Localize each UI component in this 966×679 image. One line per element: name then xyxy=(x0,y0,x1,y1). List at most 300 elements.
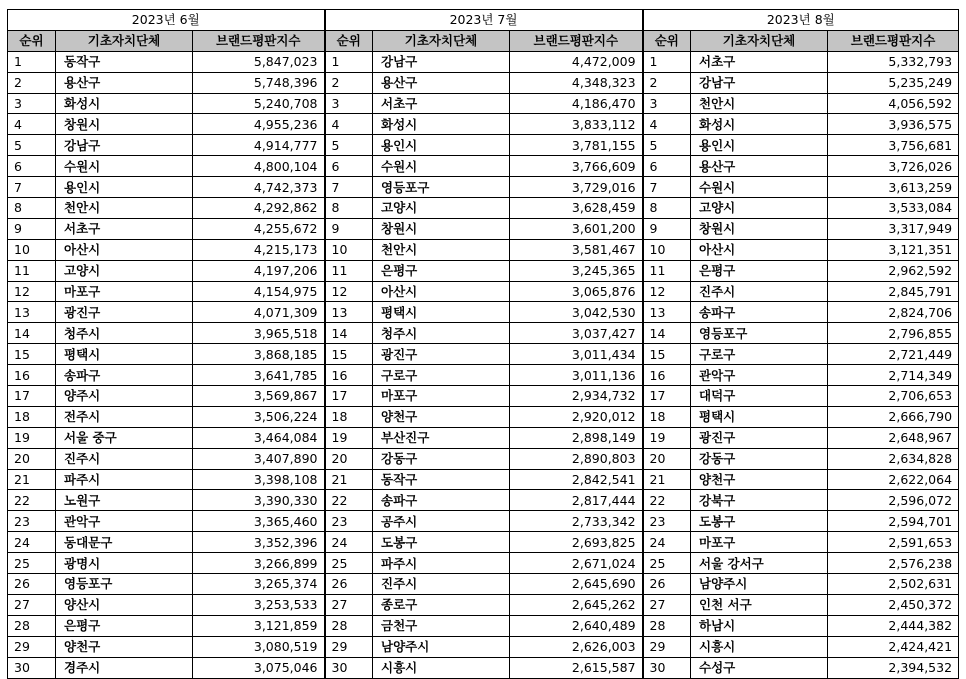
index-value-cell: 2,645,690 xyxy=(510,574,643,595)
rank-cell: 3 xyxy=(8,93,56,114)
table-row xyxy=(8,386,959,407)
municipality-cell: 도봉구 xyxy=(691,511,828,532)
rank-cell: 18 xyxy=(325,406,373,427)
municipality-cell: 마포구 xyxy=(373,386,510,407)
index-value-cell: 3,011,136 xyxy=(510,365,643,386)
rank-cell: 23 xyxy=(325,511,373,532)
index-value-cell: 2,640,489 xyxy=(510,615,643,636)
rank-cell: 22 xyxy=(8,490,56,511)
index-value-cell: 2,634,828 xyxy=(828,448,959,469)
index-value-cell: 5,240,708 xyxy=(193,93,325,114)
rank-cell: 17 xyxy=(643,386,691,407)
rank-cell: 22 xyxy=(325,490,373,511)
municipality-cell: 서초구 xyxy=(56,218,193,239)
rank-cell: 6 xyxy=(8,156,56,177)
index-value-cell: 2,424,421 xyxy=(828,636,959,657)
municipality-cell: 아산시 xyxy=(56,239,193,260)
municipality-cell: 수원시 xyxy=(373,156,510,177)
municipality-cell: 천안시 xyxy=(691,93,828,114)
index-value-cell: 2,817,444 xyxy=(510,490,643,511)
index-value-cell: 3,729,016 xyxy=(510,177,643,198)
municipality-cell: 강북구 xyxy=(691,490,828,511)
municipality-cell: 화성시 xyxy=(56,93,193,114)
rank-cell: 18 xyxy=(8,406,56,427)
rank-cell: 20 xyxy=(643,448,691,469)
rank-cell: 25 xyxy=(325,553,373,574)
index-value-cell: 2,444,382 xyxy=(828,615,959,636)
municipality-cell: 동작구 xyxy=(56,51,193,72)
index-value-cell: 3,398,108 xyxy=(193,469,325,490)
municipality-cell: 천안시 xyxy=(373,239,510,260)
municipality-cell: 용산구 xyxy=(56,72,193,93)
rank-cell: 25 xyxy=(643,553,691,574)
municipality-cell: 파주시 xyxy=(373,553,510,574)
municipality-cell: 평택시 xyxy=(691,406,828,427)
municipality-cell: 남양주시 xyxy=(373,636,510,657)
municipality-cell: 수원시 xyxy=(56,156,193,177)
table-row xyxy=(8,490,959,511)
index-value-cell: 4,154,975 xyxy=(193,281,325,302)
index-value-cell: 2,502,631 xyxy=(828,574,959,595)
rank-cell: 16 xyxy=(643,365,691,386)
rank-cell: 15 xyxy=(325,344,373,365)
rank-cell: 26 xyxy=(325,574,373,595)
municipality-cell: 노원구 xyxy=(56,490,193,511)
municipality-cell: 은평구 xyxy=(56,615,193,636)
index-value-cell: 2,666,790 xyxy=(828,406,959,427)
index-value-cell: 2,796,855 xyxy=(828,323,959,344)
rank-cell: 2 xyxy=(8,72,56,93)
rank-cell: 10 xyxy=(325,239,373,260)
rank-cell: 2 xyxy=(325,72,373,93)
municipality-cell: 용인시 xyxy=(691,135,828,156)
col-name: 기초자치단체 xyxy=(691,30,828,51)
col-index: 브랜드평판지수 xyxy=(193,30,325,51)
municipality-cell: 송파구 xyxy=(373,490,510,511)
municipality-cell: 광명시 xyxy=(56,553,193,574)
municipality-cell: 송파구 xyxy=(56,365,193,386)
index-value-cell: 2,706,653 xyxy=(828,386,959,407)
rank-cell: 23 xyxy=(8,511,56,532)
rank-cell: 9 xyxy=(325,218,373,239)
col-rank: 순위 xyxy=(643,30,691,51)
rank-cell: 24 xyxy=(643,532,691,553)
municipality-cell: 송파구 xyxy=(691,302,828,323)
rank-cell: 28 xyxy=(325,615,373,636)
municipality-cell: 화성시 xyxy=(373,114,510,135)
col-name: 기초자치단체 xyxy=(56,30,193,51)
municipality-cell: 서초구 xyxy=(373,93,510,114)
index-value-cell: 3,936,575 xyxy=(828,114,959,135)
rank-cell: 1 xyxy=(643,51,691,72)
index-value-cell: 3,352,396 xyxy=(193,532,325,553)
index-value-cell: 4,955,236 xyxy=(193,114,325,135)
municipality-cell: 파주시 xyxy=(56,469,193,490)
rank-cell: 12 xyxy=(325,281,373,302)
table-row xyxy=(8,511,959,532)
rank-cell: 11 xyxy=(8,260,56,281)
rank-cell: 4 xyxy=(8,114,56,135)
rank-cell: 30 xyxy=(325,657,373,678)
index-value-cell: 4,292,862 xyxy=(193,198,325,219)
index-value-cell: 2,394,532 xyxy=(828,657,959,678)
index-value-cell: 3,868,185 xyxy=(193,344,325,365)
table-row xyxy=(8,218,959,239)
municipality-cell: 은평구 xyxy=(373,260,510,281)
rank-cell: 20 xyxy=(8,448,56,469)
index-value-cell: 3,253,533 xyxy=(193,594,325,615)
index-value-cell: 3,042,530 xyxy=(510,302,643,323)
column-header-row xyxy=(8,30,959,51)
rank-cell: 5 xyxy=(325,135,373,156)
rank-cell: 1 xyxy=(325,51,373,72)
rank-cell: 9 xyxy=(643,218,691,239)
municipality-cell: 영등포구 xyxy=(691,323,828,344)
table-row xyxy=(8,72,959,93)
index-value-cell: 3,533,084 xyxy=(828,198,959,219)
index-value-cell: 4,056,592 xyxy=(828,93,959,114)
index-value-cell: 4,186,470 xyxy=(510,93,643,114)
municipality-cell: 용산구 xyxy=(691,156,828,177)
rank-cell: 17 xyxy=(8,386,56,407)
rank-cell: 16 xyxy=(325,365,373,386)
rank-cell: 14 xyxy=(643,323,691,344)
index-value-cell: 4,742,373 xyxy=(193,177,325,198)
municipality-cell: 시흥시 xyxy=(373,657,510,678)
table-row xyxy=(8,114,959,135)
rank-cell: 29 xyxy=(8,636,56,657)
rank-cell: 5 xyxy=(643,135,691,156)
table-row xyxy=(8,574,959,595)
rank-cell: 8 xyxy=(325,198,373,219)
rank-cell: 28 xyxy=(8,615,56,636)
index-value-cell: 3,965,518 xyxy=(193,323,325,344)
municipality-cell: 양천구 xyxy=(373,406,510,427)
rank-cell: 3 xyxy=(643,93,691,114)
municipality-cell: 인천 서구 xyxy=(691,594,828,615)
rank-cell: 5 xyxy=(8,135,56,156)
table-row xyxy=(8,323,959,344)
index-value-cell: 2,615,587 xyxy=(510,657,643,678)
ranking-table xyxy=(7,9,959,679)
municipality-cell: 양천구 xyxy=(691,469,828,490)
municipality-cell: 진주시 xyxy=(691,281,828,302)
rank-cell: 3 xyxy=(325,93,373,114)
table-row xyxy=(8,302,959,323)
municipality-cell: 구로구 xyxy=(691,344,828,365)
rank-cell: 10 xyxy=(643,239,691,260)
index-value-cell: 2,622,064 xyxy=(828,469,959,490)
rank-cell: 21 xyxy=(8,469,56,490)
rank-cell: 8 xyxy=(643,198,691,219)
table-row xyxy=(8,636,959,657)
col-name: 기초자치단체 xyxy=(373,30,510,51)
municipality-cell: 평택시 xyxy=(373,302,510,323)
index-value-cell: 3,080,519 xyxy=(193,636,325,657)
rank-cell: 19 xyxy=(643,427,691,448)
col-index: 브랜드평판지수 xyxy=(828,30,959,51)
table-row xyxy=(8,427,959,448)
index-value-cell: 4,197,206 xyxy=(193,260,325,281)
municipality-cell: 수원시 xyxy=(691,177,828,198)
index-value-cell: 3,065,876 xyxy=(510,281,643,302)
rank-cell: 14 xyxy=(8,323,56,344)
municipality-cell: 진주시 xyxy=(56,448,193,469)
rank-cell: 10 xyxy=(8,239,56,260)
index-value-cell: 3,011,434 xyxy=(510,344,643,365)
index-value-cell: 4,255,672 xyxy=(193,218,325,239)
table-row xyxy=(8,239,959,260)
rank-cell: 19 xyxy=(8,427,56,448)
index-value-cell: 5,235,249 xyxy=(828,72,959,93)
municipality-cell: 창원시 xyxy=(373,218,510,239)
index-value-cell: 3,266,899 xyxy=(193,553,325,574)
rank-cell: 15 xyxy=(8,344,56,365)
municipality-cell: 종로구 xyxy=(373,594,510,615)
rank-cell: 24 xyxy=(8,532,56,553)
index-value-cell: 4,215,173 xyxy=(193,239,325,260)
table-row xyxy=(8,469,959,490)
index-value-cell: 3,833,112 xyxy=(510,114,643,135)
municipality-cell: 광진구 xyxy=(56,302,193,323)
municipality-cell: 하남시 xyxy=(691,615,828,636)
municipality-cell: 고양시 xyxy=(691,198,828,219)
rank-cell: 21 xyxy=(325,469,373,490)
municipality-cell: 아산시 xyxy=(691,239,828,260)
municipality-cell: 관악구 xyxy=(691,365,828,386)
municipality-cell: 동대문구 xyxy=(56,532,193,553)
municipality-cell: 강동구 xyxy=(373,448,510,469)
index-value-cell: 3,569,867 xyxy=(193,386,325,407)
table-row xyxy=(8,260,959,281)
rank-cell: 27 xyxy=(8,594,56,615)
index-value-cell: 3,121,859 xyxy=(193,615,325,636)
index-value-cell: 2,648,967 xyxy=(828,427,959,448)
rank-cell: 24 xyxy=(325,532,373,553)
rank-cell: 4 xyxy=(643,114,691,135)
index-value-cell: 2,962,592 xyxy=(828,260,959,281)
municipality-cell: 청주시 xyxy=(373,323,510,344)
table-row xyxy=(8,177,959,198)
index-value-cell: 3,075,046 xyxy=(193,657,325,678)
rank-cell: 11 xyxy=(643,260,691,281)
table-row xyxy=(8,448,959,469)
index-value-cell: 2,842,541 xyxy=(510,469,643,490)
rank-cell: 2 xyxy=(643,72,691,93)
rank-cell: 26 xyxy=(643,574,691,595)
municipality-cell: 수성구 xyxy=(691,657,828,678)
municipality-cell: 동작구 xyxy=(373,469,510,490)
municipality-cell: 서초구 xyxy=(691,51,828,72)
municipality-cell: 화성시 xyxy=(691,114,828,135)
rank-cell: 19 xyxy=(325,427,373,448)
municipality-cell: 금천구 xyxy=(373,615,510,636)
municipality-cell: 광진구 xyxy=(373,344,510,365)
index-value-cell: 3,756,681 xyxy=(828,135,959,156)
table-row xyxy=(8,532,959,553)
rank-cell: 16 xyxy=(8,365,56,386)
month-header-june: 2023년 6월 xyxy=(8,10,325,31)
index-value-cell: 2,693,825 xyxy=(510,532,643,553)
index-value-cell: 2,596,072 xyxy=(828,490,959,511)
municipality-cell: 강동구 xyxy=(691,448,828,469)
rank-cell: 30 xyxy=(8,657,56,678)
rank-cell: 28 xyxy=(643,615,691,636)
index-value-cell: 3,265,374 xyxy=(193,574,325,595)
index-value-cell: 2,733,342 xyxy=(510,511,643,532)
rank-cell: 27 xyxy=(643,594,691,615)
index-value-cell: 2,671,024 xyxy=(510,553,643,574)
municipality-cell: 천안시 xyxy=(56,198,193,219)
municipality-cell: 강남구 xyxy=(691,72,828,93)
rank-cell: 13 xyxy=(325,302,373,323)
rank-cell: 23 xyxy=(643,511,691,532)
index-value-cell: 3,245,365 xyxy=(510,260,643,281)
index-value-cell: 2,890,803 xyxy=(510,448,643,469)
index-value-cell: 3,317,949 xyxy=(828,218,959,239)
municipality-cell: 경주시 xyxy=(56,657,193,678)
table-row xyxy=(8,657,959,678)
municipality-cell: 부산진구 xyxy=(373,427,510,448)
index-value-cell: 3,641,785 xyxy=(193,365,325,386)
rank-cell: 30 xyxy=(643,657,691,678)
rank-cell: 1 xyxy=(8,51,56,72)
rank-cell: 4 xyxy=(325,114,373,135)
index-value-cell: 2,576,238 xyxy=(828,553,959,574)
table-row xyxy=(8,344,959,365)
municipality-cell: 관악구 xyxy=(56,511,193,532)
municipality-cell: 용인시 xyxy=(373,135,510,156)
ranking-body xyxy=(8,51,959,678)
municipality-cell: 고양시 xyxy=(373,198,510,219)
index-value-cell: 5,748,396 xyxy=(193,72,325,93)
index-value-cell: 2,645,262 xyxy=(510,594,643,615)
municipality-cell: 양산시 xyxy=(56,594,193,615)
rank-cell: 13 xyxy=(8,302,56,323)
municipality-cell: 청주시 xyxy=(56,323,193,344)
rank-cell: 27 xyxy=(325,594,373,615)
municipality-cell: 진주시 xyxy=(373,574,510,595)
index-value-cell: 4,800,104 xyxy=(193,156,325,177)
table-row xyxy=(8,281,959,302)
index-value-cell: 2,920,012 xyxy=(510,406,643,427)
index-value-cell: 4,348,323 xyxy=(510,72,643,93)
index-value-cell: 3,506,224 xyxy=(193,406,325,427)
rank-cell: 17 xyxy=(325,386,373,407)
index-value-cell: 2,934,732 xyxy=(510,386,643,407)
index-value-cell: 2,824,706 xyxy=(828,302,959,323)
rank-cell: 29 xyxy=(643,636,691,657)
table-row xyxy=(8,156,959,177)
municipality-cell: 마포구 xyxy=(56,281,193,302)
rank-cell: 22 xyxy=(643,490,691,511)
index-value-cell: 2,714,349 xyxy=(828,365,959,386)
index-value-cell: 5,847,023 xyxy=(193,51,325,72)
municipality-cell: 평택시 xyxy=(56,344,193,365)
index-value-cell: 2,721,449 xyxy=(828,344,959,365)
rank-cell: 26 xyxy=(8,574,56,595)
municipality-cell: 은평구 xyxy=(691,260,828,281)
municipality-cell: 구로구 xyxy=(373,365,510,386)
month-header-july: 2023년 7월 xyxy=(325,10,643,31)
month-header-august: 2023년 8월 xyxy=(643,10,959,31)
municipality-cell: 용산구 xyxy=(373,72,510,93)
rank-cell: 6 xyxy=(325,156,373,177)
municipality-cell: 도봉구 xyxy=(373,532,510,553)
municipality-cell: 영등포구 xyxy=(56,574,193,595)
municipality-cell: 서울 강서구 xyxy=(691,553,828,574)
brand-reputation-ranking xyxy=(7,9,958,679)
municipality-cell: 고양시 xyxy=(56,260,193,281)
rank-cell: 12 xyxy=(8,281,56,302)
municipality-cell: 용인시 xyxy=(56,177,193,198)
rank-cell: 15 xyxy=(643,344,691,365)
rank-cell: 20 xyxy=(325,448,373,469)
rank-cell: 7 xyxy=(8,177,56,198)
municipality-cell: 광진구 xyxy=(691,427,828,448)
table-row xyxy=(8,51,959,72)
index-value-cell: 3,726,026 xyxy=(828,156,959,177)
index-value-cell: 2,845,791 xyxy=(828,281,959,302)
rank-cell: 18 xyxy=(643,406,691,427)
municipality-cell: 남양주시 xyxy=(691,574,828,595)
col-index: 브랜드평판지수 xyxy=(510,30,643,51)
index-value-cell: 2,594,701 xyxy=(828,511,959,532)
col-rank: 순위 xyxy=(8,30,56,51)
index-value-cell: 4,914,777 xyxy=(193,135,325,156)
municipality-cell: 강남구 xyxy=(56,135,193,156)
table-row xyxy=(8,594,959,615)
table-row xyxy=(8,93,959,114)
table-row xyxy=(8,615,959,636)
rank-cell: 8 xyxy=(8,198,56,219)
index-value-cell: 3,365,460 xyxy=(193,511,325,532)
index-value-cell: 3,766,609 xyxy=(510,156,643,177)
municipality-cell: 대덕구 xyxy=(691,386,828,407)
municipality-cell: 창원시 xyxy=(691,218,828,239)
table-row xyxy=(8,406,959,427)
municipality-cell: 아산시 xyxy=(373,281,510,302)
municipality-cell: 서울 중구 xyxy=(56,427,193,448)
rank-cell: 7 xyxy=(325,177,373,198)
municipality-cell: 마포구 xyxy=(691,532,828,553)
municipality-cell: 양천구 xyxy=(56,636,193,657)
index-value-cell: 5,332,793 xyxy=(828,51,959,72)
index-value-cell: 3,121,351 xyxy=(828,239,959,260)
index-value-cell: 2,450,372 xyxy=(828,594,959,615)
index-value-cell: 4,472,009 xyxy=(510,51,643,72)
municipality-cell: 공주시 xyxy=(373,511,510,532)
col-rank: 순위 xyxy=(325,30,373,51)
municipality-cell: 시흥시 xyxy=(691,636,828,657)
index-value-cell: 3,581,467 xyxy=(510,239,643,260)
index-value-cell: 3,464,084 xyxy=(193,427,325,448)
table-row xyxy=(8,198,959,219)
table-row xyxy=(8,553,959,574)
rank-cell: 9 xyxy=(8,218,56,239)
rank-cell: 14 xyxy=(325,323,373,344)
rank-cell: 29 xyxy=(325,636,373,657)
index-value-cell: 2,591,653 xyxy=(828,532,959,553)
index-value-cell: 3,781,155 xyxy=(510,135,643,156)
index-value-cell: 3,390,330 xyxy=(193,490,325,511)
municipality-cell: 창원시 xyxy=(56,114,193,135)
index-value-cell: 4,071,309 xyxy=(193,302,325,323)
rank-cell: 11 xyxy=(325,260,373,281)
index-value-cell: 2,898,149 xyxy=(510,427,643,448)
index-value-cell: 3,613,259 xyxy=(828,177,959,198)
municipality-cell: 영등포구 xyxy=(373,177,510,198)
